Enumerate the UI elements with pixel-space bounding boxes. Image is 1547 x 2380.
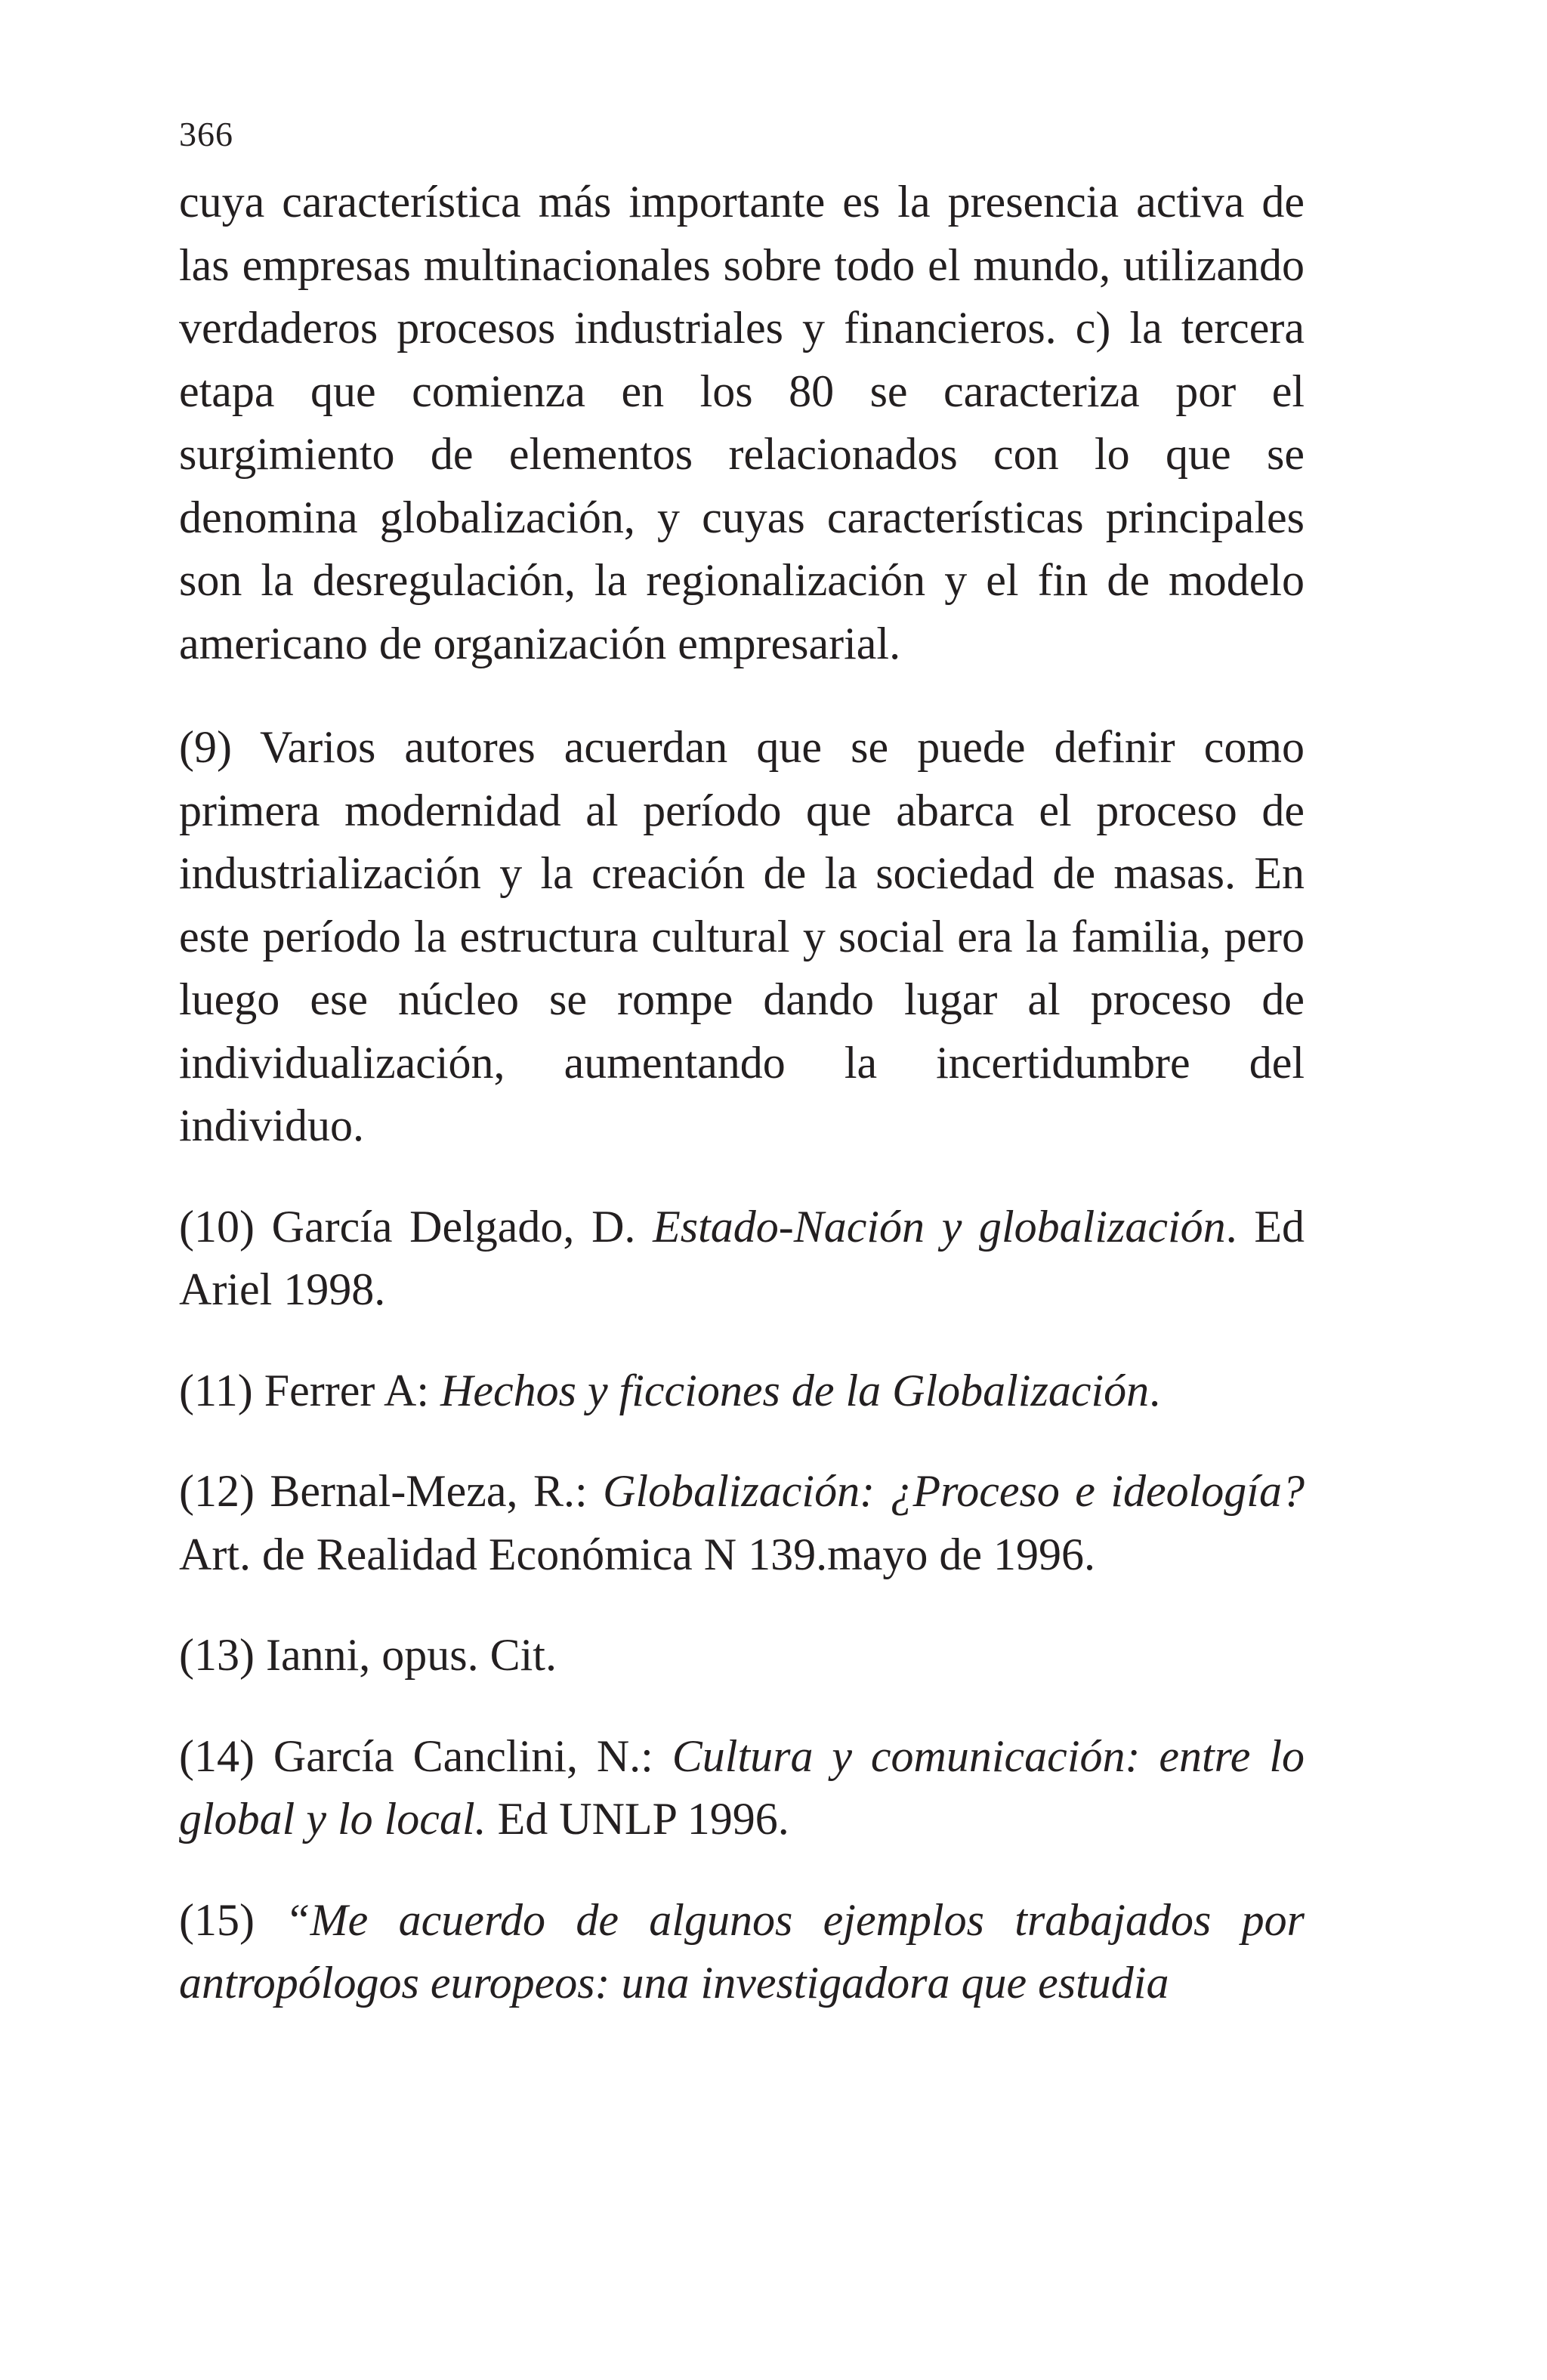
footnote-10-title: Estado-Nación y globalización <box>653 1201 1226 1252</box>
footnote-12-lead: (12) Bernal-Meza, R.: <box>179 1466 604 1516</box>
footnote-10 <box>179 1196 1305 1322</box>
footnote-10-tail: . Ed Ariel 1998. <box>179 1201 1305 1314</box>
footnote-14-title: Cultura y comunicación: entre lo global y lo local. <box>179 1730 1305 1844</box>
footnote-12 <box>179 1460 1305 1586</box>
footnote-13: (13) Ianni, opus. Cit. <box>179 1630 557 1680</box>
continuation-paragraph: cuya característica más importante es la presencia activa de las empresas multinacionales sobre todo el mundo, utilizando verdaderos procesos industriales y financieros. c) la tercera etapa que comienza en los 80 se caracteriza por el surgimiento de elementos relacionados con lo que se denomina globalización, y cuyas características principales son la desregulación, la regionalización y el fin de modelo americano de organización empresarial. <box>179 177 1305 668</box>
footnote-11-lead: (11) Ferrer A: <box>179 1365 440 1415</box>
footnote-15 <box>179 1889 1305 2015</box>
footnote-15-lead: (15) <box>179 1894 286 1945</box>
footnote-12-title: Globalización: ¿Proceso e ideología? <box>603 1466 1305 1516</box>
footnote-12-tail: Art. de Realidad Económica N 139.mayo de 1996. <box>179 1529 1096 1579</box>
footnote-14 <box>179 1725 1305 1851</box>
footnote-15-quote: “Me acuerdo de algunos ejemplos trabajados por antropólogos europeos: una investigadora que estudia <box>179 1894 1305 2008</box>
page-body <box>179 171 1305 2015</box>
page-number: 366 <box>179 115 233 153</box>
footnote-11-tail: . <box>1149 1365 1161 1415</box>
footnote-14-tail: Ed UNLP 1996. <box>486 1794 789 1844</box>
footnote-11-title: Hechos y ficciones de la Globalización <box>440 1365 1150 1415</box>
footnote-9: (9) Varios autores acuerdan que se puede definir como primera modernidad al período que abarca el proceso de industrialización y la creación de la sociedad de masas. En este período la estructura cultural y social era la familia, pero luego ese núcleo se rompe dando lugar al proceso de individualización, aumentando la incertidumbre del individuo. <box>179 722 1305 1150</box>
footnote-14-lead: (14) García Canclini, N.: <box>179 1730 672 1781</box>
footnote-11 <box>179 1360 1305 1423</box>
footnote-10-lead: (10) García Delgado, D. <box>179 1201 653 1252</box>
